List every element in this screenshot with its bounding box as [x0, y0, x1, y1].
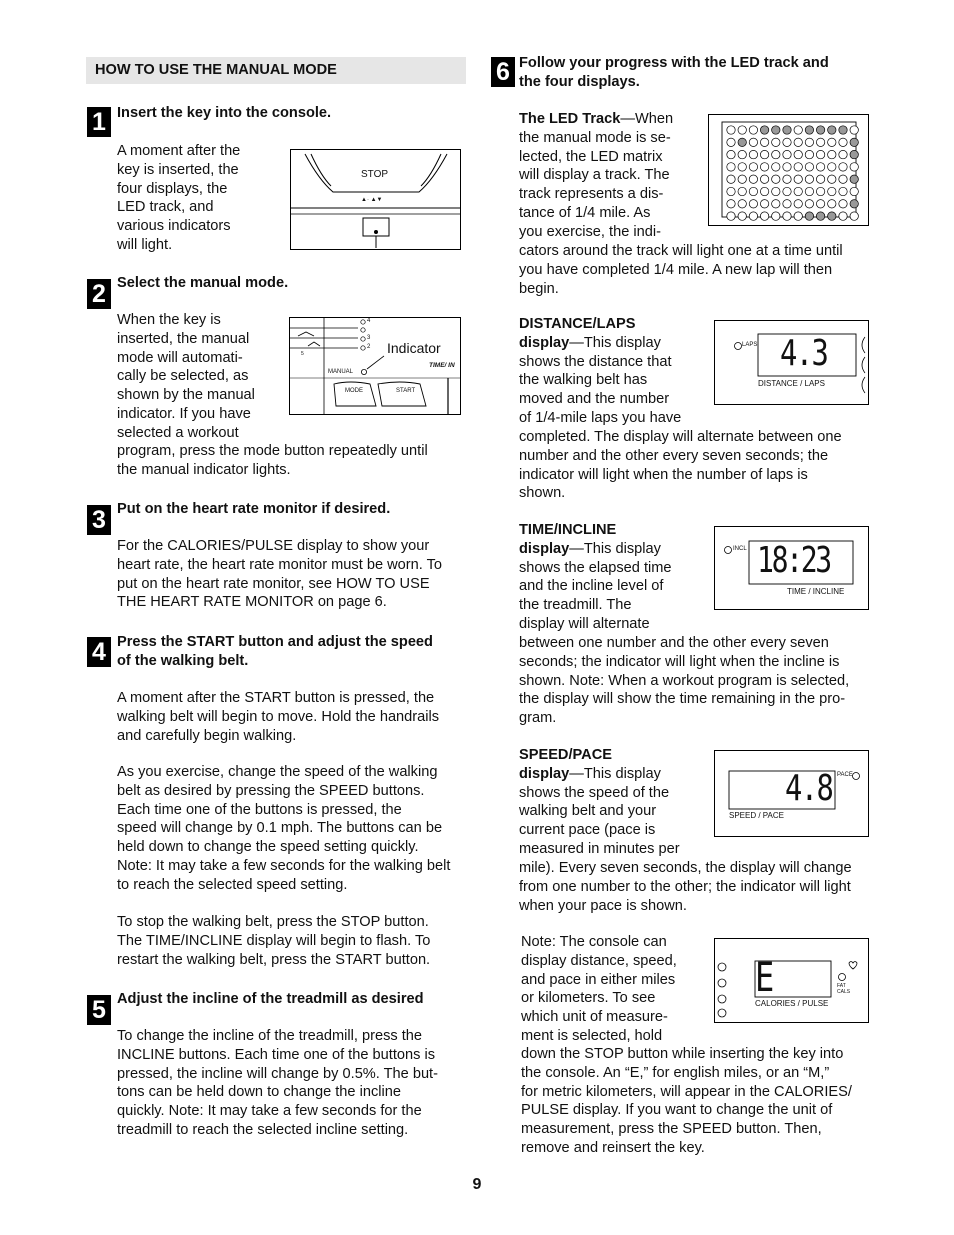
units-readout: E — [755, 955, 775, 1001]
led-track-text-full — [519, 242, 879, 298]
led-dot — [794, 163, 802, 171]
led-dot — [816, 175, 824, 183]
led-dot — [839, 126, 847, 134]
led-dot — [749, 150, 757, 158]
led-dot — [828, 126, 836, 134]
indicator-number: 5 — [301, 351, 304, 357]
led-dot — [850, 138, 858, 146]
speed-line: when your pace is shown. — [519, 897, 687, 914]
time-line: the treadmill. The — [519, 597, 632, 614]
note-line: and pace in either miles — [521, 971, 676, 988]
step-1-line: four displays, the — [117, 180, 228, 197]
time-incline-label: TIME/ IN — [429, 362, 455, 369]
step-4-heading — [117, 633, 467, 671]
speed-line: measured in minutes per — [519, 840, 680, 857]
speed-intro: —This display — [569, 765, 661, 782]
start-button-label: START — [396, 388, 416, 394]
speed-text-full — [519, 859, 879, 915]
led-dot — [805, 187, 813, 195]
step-5-line: To change the incline of the treadmill, press the — [117, 1028, 423, 1044]
pace-indicator-label: PACE — [837, 772, 853, 778]
led-dot — [738, 126, 746, 134]
note-line: PULSE display. If you want to change the unit of — [521, 1102, 833, 1119]
led-matrix — [709, 115, 869, 226]
led-line: you exercise, the indi- — [519, 223, 661, 240]
fat-cals-label: FAT CALS — [837, 983, 851, 995]
step-1-line: A moment after the — [117, 143, 241, 159]
distance-line: number and the other every seven seconds; the — [519, 447, 829, 464]
led-dot — [738, 163, 746, 171]
step-2-line: the manual indicator lights. — [117, 461, 291, 478]
speed-text — [519, 746, 709, 859]
time-line: shows the elapsed time — [519, 559, 672, 576]
led-dot — [828, 175, 836, 183]
distance-line: indicator will light when the number of laps is — [519, 466, 808, 483]
led-dot — [783, 200, 791, 208]
distance-line: completed. The display will alternate between one — [519, 429, 842, 445]
time-text — [519, 521, 709, 634]
led-track-text — [519, 110, 709, 242]
distance-readout: 4.3 — [780, 333, 828, 374]
time-line: shown. Note: When a workout program is selected, — [519, 672, 850, 689]
step-2-line: selected a workout — [117, 424, 239, 441]
step-4-heading-line: of the walking belt. — [117, 652, 249, 669]
distance-text — [519, 315, 709, 428]
led-dot — [727, 200, 735, 208]
step-4-line: speed will change by 0.1 mph. The buttons can be — [117, 820, 443, 837]
led-dot — [816, 150, 824, 158]
step-2-number: 2 — [87, 279, 111, 309]
step-3-line: put on the heart rate monitor, see HOW TO USE — [117, 575, 430, 592]
step-4-line: Each time one of the buttons is pressed, the — [117, 801, 402, 818]
time-line: the display will show the time remaining in the pro- — [519, 691, 846, 708]
step-4-heading-line: Press the START button and adjust the speed — [117, 634, 433, 650]
speed-term: SPEED/PACE — [519, 747, 612, 763]
step-4-para-2 — [117, 763, 467, 895]
led-dot — [828, 187, 836, 195]
led-dot — [805, 150, 813, 158]
led-track-figure — [708, 114, 869, 226]
distance-line: the walking belt has — [519, 372, 648, 389]
step-4-para-1 — [117, 689, 467, 745]
led-dot — [839, 138, 847, 146]
led-dot — [828, 150, 836, 158]
speed-line: shows the speed of the — [519, 784, 670, 801]
distance-line: moved and the number — [519, 391, 670, 408]
distance-line: shows the distance that — [519, 353, 672, 370]
led-line: begin. — [519, 280, 559, 297]
manual-label: MANUAL — [328, 369, 354, 375]
led-dot — [828, 212, 836, 220]
step-2-line: indicator. If you have — [117, 405, 251, 422]
led-dot — [760, 150, 768, 158]
led-dot — [839, 212, 847, 220]
led-dot — [850, 187, 858, 195]
led-dot — [794, 138, 802, 146]
speed-term-display: display — [519, 765, 570, 782]
step-6-heading-line: the four displays. — [519, 73, 640, 90]
speed-line: mile). Every seven seconds, the display will change — [519, 860, 852, 876]
step-4-line: The TIME/INCLINE display will begin to flash. To — [117, 932, 431, 949]
led-dot — [749, 200, 757, 208]
led-dot — [816, 212, 824, 220]
step-4-line: and carefully begin walking. — [117, 727, 297, 744]
led-dot — [839, 187, 847, 195]
led-dot — [749, 187, 757, 195]
distance-text-full — [519, 428, 879, 503]
led-line: cators around the track will light one at a time until — [519, 243, 843, 259]
time-display-label: TIME / INCLINE — [787, 587, 845, 596]
led-dot — [794, 175, 802, 183]
led-dot — [850, 175, 858, 183]
step-2-line: mode will automati- — [117, 349, 243, 366]
led-dot — [839, 150, 847, 158]
led-dot — [772, 200, 780, 208]
led-dot — [816, 163, 824, 171]
indicator-number: 2 — [367, 344, 371, 350]
indicator-number: 4 — [367, 318, 371, 324]
led-track-term: The LED Track — [519, 111, 621, 127]
time-line: seconds; the indicator will light when the incline is — [519, 653, 840, 670]
led-dot — [749, 212, 757, 220]
led-dot — [805, 212, 813, 220]
led-dot — [794, 187, 802, 195]
step-2-line: When the key is — [117, 312, 221, 328]
speed-line: walking belt and your — [519, 803, 657, 820]
arrow-labels: ▲· ▲▼ — [361, 197, 383, 203]
step-4-line: Note: It may take a few seconds for the walking belt — [117, 857, 451, 874]
step-5-text — [117, 1027, 467, 1140]
note-line: Note: The console can — [521, 934, 667, 950]
indicator-callout: Indicator — [387, 340, 441, 356]
step-2-text — [117, 311, 287, 443]
manual-mode-figure — [289, 317, 461, 415]
step-4-line: To stop the walking belt, press the STOP button. — [117, 914, 429, 930]
step-1-heading: Insert the key into the console. — [117, 105, 332, 121]
led-dot — [794, 212, 802, 220]
distance-term-display: display — [519, 334, 570, 351]
step-2-line: shown by the manual — [117, 387, 255, 404]
led-dot — [805, 138, 813, 146]
time-line: display will alternate — [519, 615, 650, 632]
distance-line: of 1/4-mile laps you have — [519, 409, 682, 426]
step-5-line: tons can be held down to change the incline — [117, 1084, 401, 1101]
led-line: track represents a dis- — [519, 186, 664, 203]
note-line: measurement, press the SPEED button. Then, — [521, 1121, 822, 1138]
calories-display-label: CALORIES / PULSE — [755, 999, 829, 1008]
led-dot — [805, 175, 813, 183]
led-dot — [760, 126, 768, 134]
distance-display-label: DISTANCE / LAPS — [758, 379, 825, 388]
led-dot — [772, 163, 780, 171]
led-dot — [760, 200, 768, 208]
led-dot — [783, 138, 791, 146]
led-dot — [783, 163, 791, 171]
time-line: and the incline level of — [519, 578, 664, 595]
led-dot — [805, 163, 813, 171]
step-5-line: pressed, the incline will change by 0.5%. The but- — [117, 1065, 438, 1082]
led-dot — [727, 150, 735, 158]
led-dot — [783, 175, 791, 183]
led-dot — [794, 150, 802, 158]
led-dot — [850, 126, 858, 134]
led-dot — [760, 187, 768, 195]
led-dot — [738, 212, 746, 220]
led-dot — [749, 175, 757, 183]
step-1-line: LED track, and — [117, 199, 214, 216]
step-4-para-3 — [117, 913, 467, 969]
led-dot — [850, 200, 858, 208]
step-3-line: THE HEART RATE MONITOR on page 6. — [117, 594, 387, 611]
led-dot — [805, 200, 813, 208]
led-dot — [749, 126, 757, 134]
led-dot — [783, 150, 791, 158]
step-5-line: treadmill to reach the selected incline setting. — [117, 1121, 409, 1138]
led-dot — [727, 126, 735, 134]
led-dot — [850, 212, 858, 220]
step-2-line: inserted, the manual — [117, 330, 250, 347]
led-dot — [783, 212, 791, 220]
section-title: HOW TO USE THE MANUAL MODE — [95, 62, 337, 78]
led-dot — [816, 126, 824, 134]
note-line: which unit of measure- — [521, 1009, 668, 1026]
led-line: you have completed 1/4 mile. A new lap will then — [519, 261, 833, 278]
led-line: tance of 1/4 mile. As — [519, 204, 651, 221]
step-4-line: walking belt will begin to move. Hold the handrails — [117, 708, 440, 725]
step-6-number: 6 — [491, 57, 515, 87]
step-4-line: belt as desired by pressing the SPEED buttons. — [117, 782, 425, 799]
led-dot — [828, 138, 836, 146]
step-4-line: restart the walking belt, press the START button. — [117, 951, 431, 968]
section-header — [86, 57, 466, 84]
led-dot — [760, 163, 768, 171]
step-3-line: heart rate, the heart rate monitor must be worn. To — [117, 556, 443, 573]
led-dot — [828, 200, 836, 208]
note-line: ment is selected, hold — [521, 1027, 663, 1044]
step-1-line: will light. — [117, 236, 173, 253]
distance-line: shown. — [519, 485, 566, 502]
led-dot — [727, 138, 735, 146]
led-dot — [794, 126, 802, 134]
led-dot — [738, 175, 746, 183]
led-dot — [738, 187, 746, 195]
led-dot — [727, 175, 735, 183]
note-line: down the STOP button while inserting the key into — [521, 1046, 844, 1062]
led-track-intro: —When — [620, 111, 674, 127]
note-text-full — [521, 1045, 881, 1158]
step-4-line: As you exercise, change the speed of the walking — [117, 764, 438, 780]
led-dot — [760, 212, 768, 220]
step-5-line: quickly. Note: It may take a few seconds for the — [117, 1103, 422, 1120]
step-1-line: key is inserted, the — [117, 161, 239, 178]
step-3-heading: Put on the heart rate monitor if desired. — [117, 501, 391, 517]
step-3-number: 3 — [87, 505, 111, 535]
time-term: TIME/INCLINE — [519, 522, 617, 538]
led-dot — [738, 150, 746, 158]
speed-pace-figure — [714, 750, 869, 837]
step-1-number: 1 — [87, 107, 111, 137]
led-dot — [772, 212, 780, 220]
step-4-line: held down to change the speed setting quickly. — [117, 839, 419, 856]
note-line: for metric kilometers, will appear in the CALORIES/ — [521, 1083, 852, 1100]
led-dot — [749, 163, 757, 171]
incline-indicator-label: INCL — [733, 546, 747, 552]
calories-display-illustration — [715, 939, 869, 1023]
led-dot — [828, 163, 836, 171]
led-dot — [839, 163, 847, 171]
led-dot — [805, 126, 813, 134]
led-dot — [850, 150, 858, 158]
page-number: 9 — [472, 1176, 482, 1193]
led-dot — [850, 163, 858, 171]
step-4-line: to reach the selected speed setting. — [117, 876, 348, 893]
stop-label: STOP — [361, 169, 389, 180]
distance-laps-figure — [714, 320, 869, 405]
note-text — [521, 933, 711, 1046]
led-dot — [794, 200, 802, 208]
note-line: display distance, speed, — [521, 952, 677, 969]
laps-indicator-label: LAPS — [742, 342, 758, 348]
led-dot — [772, 175, 780, 183]
step-6-heading-line: Follow your progress with the LED track and — [519, 55, 829, 71]
step-6-heading — [519, 54, 879, 92]
speed-line: current pace (pace is — [519, 822, 656, 839]
led-dot — [816, 187, 824, 195]
led-dot — [727, 212, 735, 220]
distance-intro: —This display — [569, 334, 661, 351]
led-dot — [727, 163, 735, 171]
calories-pulse-figure — [714, 938, 869, 1023]
speed-display-label: SPEED / PACE — [729, 811, 784, 820]
step-2-line: program, press the mode button repeatedly until — [117, 443, 428, 459]
step-1-text — [117, 142, 287, 255]
time-readout: 18:23 — [757, 540, 830, 581]
time-line: gram. — [519, 710, 557, 727]
step-3-text — [117, 537, 469, 612]
time-intro: —This display — [569, 540, 661, 557]
step-5-line: INCLINE buttons. Each time one of the buttons is — [117, 1046, 435, 1063]
led-dot — [783, 187, 791, 195]
step-2-heading: Select the manual mode. — [117, 275, 289, 291]
step-5-number: 5 — [87, 995, 111, 1025]
time-text-full — [519, 634, 879, 728]
indicator-number: 3 — [367, 335, 371, 341]
speed-line: from one number to the other; the indicator will light — [519, 878, 851, 895]
step-1-line: various indicators — [117, 218, 231, 235]
step-2-text-full — [117, 442, 467, 480]
led-line: the manual mode is se- — [519, 129, 671, 146]
led-dot — [772, 150, 780, 158]
led-dot — [816, 138, 824, 146]
led-line: will display a track. The — [519, 167, 670, 184]
led-dot — [839, 175, 847, 183]
led-dot — [760, 138, 768, 146]
led-dot — [738, 138, 746, 146]
led-dot — [760, 175, 768, 183]
step-4-number: 4 — [87, 637, 111, 667]
led-dot — [772, 138, 780, 146]
step-3-line: For the CALORIES/PULSE display to show your — [117, 538, 430, 554]
console-stop-figure — [290, 149, 461, 250]
led-dot — [783, 126, 791, 134]
led-dot — [839, 200, 847, 208]
led-dot — [738, 200, 746, 208]
mode-button-label: MODE — [345, 388, 363, 394]
step-2-line: cally be selected, as — [117, 368, 249, 385]
led-dot — [772, 126, 780, 134]
time-incline-figure — [714, 526, 869, 610]
step-4-line: A moment after the START button is pressed, the — [117, 690, 435, 706]
note-line: or kilometers. To see — [521, 990, 656, 1007]
led-dot — [772, 187, 780, 195]
step-5-heading: Adjust the incline of the treadmill as desired — [117, 991, 424, 1007]
distance-term: DISTANCE/LAPS — [519, 316, 636, 332]
time-term-display: display — [519, 540, 570, 557]
led-dot — [816, 200, 824, 208]
time-line: between one number and the other every seven — [519, 635, 829, 651]
led-dot — [749, 138, 757, 146]
led-line: lected, the LED matrix — [519, 148, 663, 165]
note-line: remove and reinsert the key. — [521, 1139, 705, 1156]
note-line: the console. An “E,” for english miles, or an “M,” — [521, 1064, 830, 1081]
led-dot — [727, 187, 735, 195]
speed-readout: 4.8 — [785, 768, 833, 809]
